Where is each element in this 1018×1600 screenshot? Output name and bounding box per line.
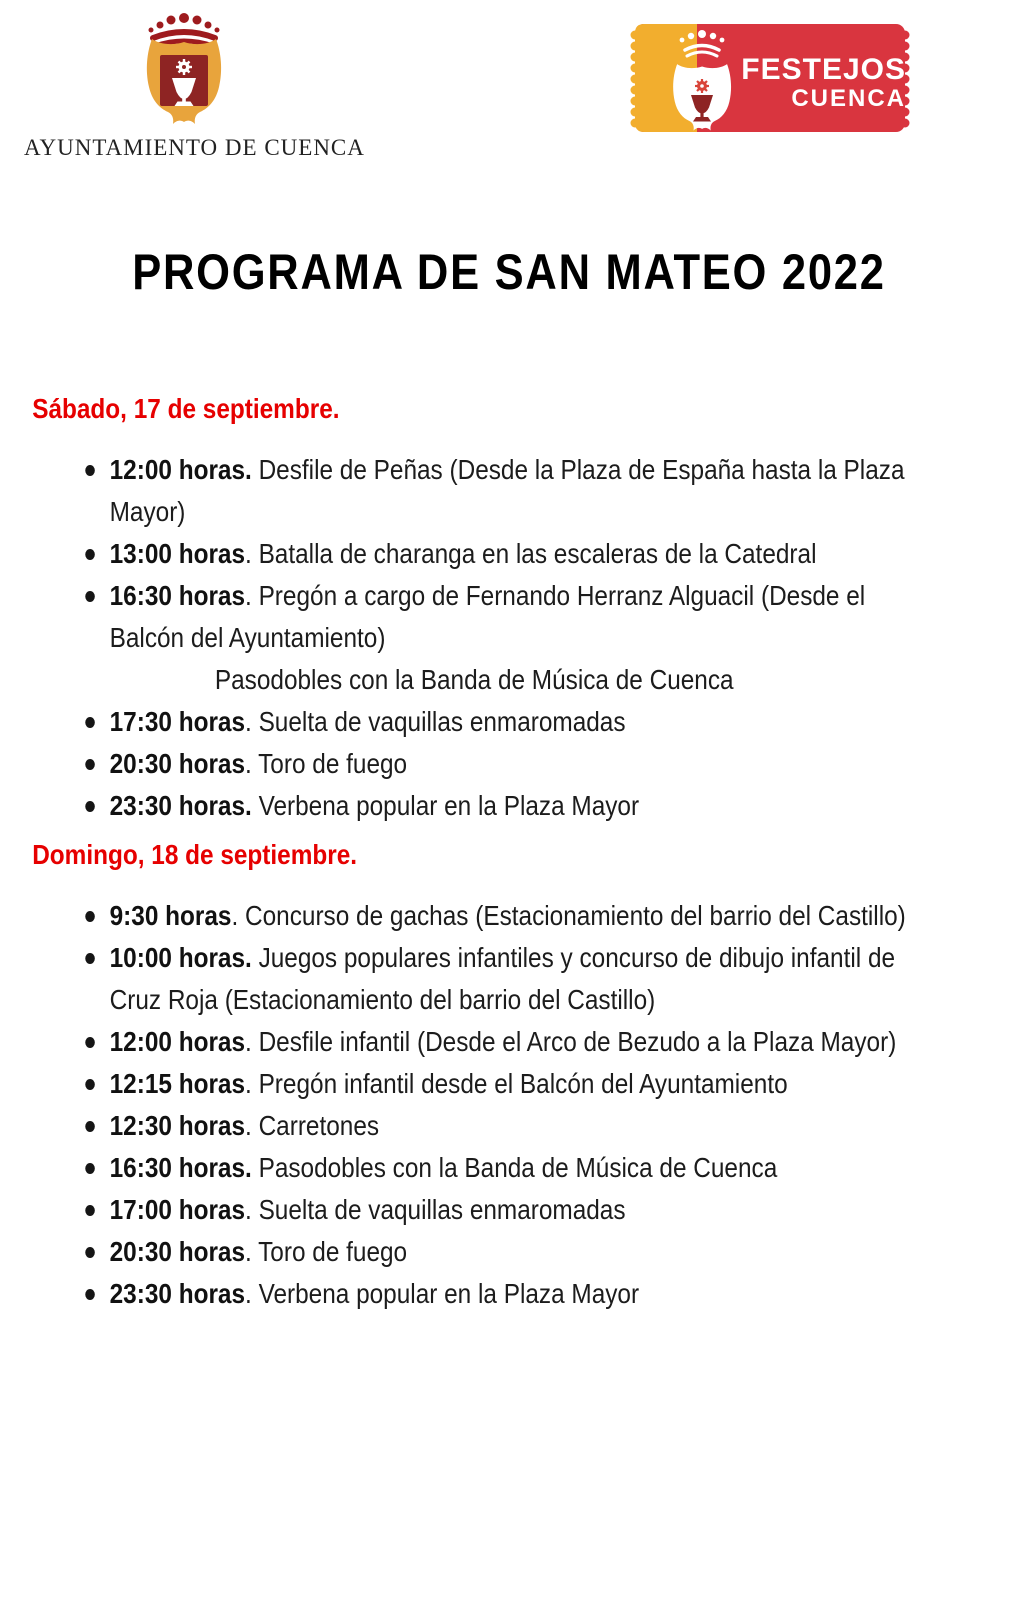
event-description: . Desfile infantil (Desde el Arco de Bezudo a la Plaza Mayor) — [245, 1026, 897, 1057]
event-description: Juegos populares infantiles y concurso de dibujo infantil de Cruz Roja (Estacionamiento del barrio del Castillo) — [109, 942, 896, 1015]
event-time: 13:00 horas — [109, 538, 246, 569]
event-time: 20:30 horas — [109, 1236, 246, 1267]
event-time: 12:15 horas — [109, 1068, 246, 1099]
event-description: Desfile de Peñas (Desde la Plaza de España hasta la Plaza Mayor) — [109, 454, 905, 527]
event-description: . Suelta de vaquillas enmaromadas — [245, 1194, 626, 1225]
event-item — [110, 937, 923, 1021]
event-item — [110, 1063, 923, 1105]
event-item — [110, 533, 923, 575]
event-time: 16:30 horas. — [109, 1152, 252, 1183]
page-title: PROGRAMA DE SAN MATEO 2022 — [132, 244, 886, 300]
event-description: Verbena popular en la Plaza Mayor — [251, 790, 640, 821]
event-time: 9:30 horas — [109, 900, 232, 931]
event-time: 23:30 horas. — [109, 790, 252, 821]
event-item — [110, 895, 923, 937]
event-description: . Toro de fuego — [245, 1236, 408, 1267]
ayuntamiento-caption: AYUNTAMIENTO DE CUENCA — [24, 135, 365, 160]
event-time: 23:30 horas — [109, 1278, 246, 1309]
event-time: 17:30 horas — [109, 706, 246, 737]
event-description: . Carretones — [245, 1110, 380, 1141]
event-description: . Concurso de gachas (Estacionamiento del barrio del Castillo) — [231, 900, 906, 931]
festejos-word: FESTEJOS — [741, 53, 906, 86]
event-time: 20:30 horas — [109, 748, 246, 779]
event-item — [110, 1273, 923, 1315]
event-subline: Pasodobles con la Banda de Música de Cuenca — [214, 664, 734, 695]
event-list — [0, 895, 1018, 1315]
event-item — [110, 449, 923, 533]
event-item — [110, 1021, 923, 1063]
event-time: 12:30 horas — [109, 1110, 246, 1141]
event-description: . Pregón infantil desde el Balcón del Ayuntamiento — [245, 1068, 788, 1099]
section-heading: Domingo, 18 de septiembre. — [32, 839, 358, 870]
event-time: 12:00 horas. — [109, 454, 252, 485]
event-time: 16:30 horas — [109, 580, 246, 611]
event-time: 17:00 horas — [109, 1194, 246, 1225]
event-item — [110, 1147, 923, 1189]
event-item — [110, 785, 923, 827]
event-description: . Toro de fuego — [245, 748, 408, 779]
event-description: . Verbena popular en la Plaza Mayor — [245, 1278, 640, 1309]
event-description: . Batalla de charanga en las escaleras de la Catedral — [245, 538, 817, 569]
event-list — [0, 449, 1018, 827]
event-item — [110, 701, 923, 743]
event-time: 12:00 horas — [109, 1026, 246, 1057]
event-item — [110, 1231, 923, 1273]
event-item — [110, 1105, 923, 1147]
event-description: Pasodobles con la Banda de Música de Cuenca — [251, 1152, 778, 1183]
event-item — [110, 575, 923, 701]
event-description: . Suelta de vaquillas enmaromadas — [245, 706, 626, 737]
event-time: 10:00 horas. — [109, 942, 252, 973]
section-heading: Sábado, 17 de septiembre. — [32, 393, 340, 424]
event-item — [110, 1189, 923, 1231]
event-description: . Pregón a cargo de Fernando Herranz Alguacil (Desde el Balcón del Ayuntamiento) — [109, 580, 866, 653]
program-sections — [0, 394, 1018, 1315]
event-item — [110, 743, 923, 785]
cuenca-word: CUENCA — [791, 85, 906, 112]
